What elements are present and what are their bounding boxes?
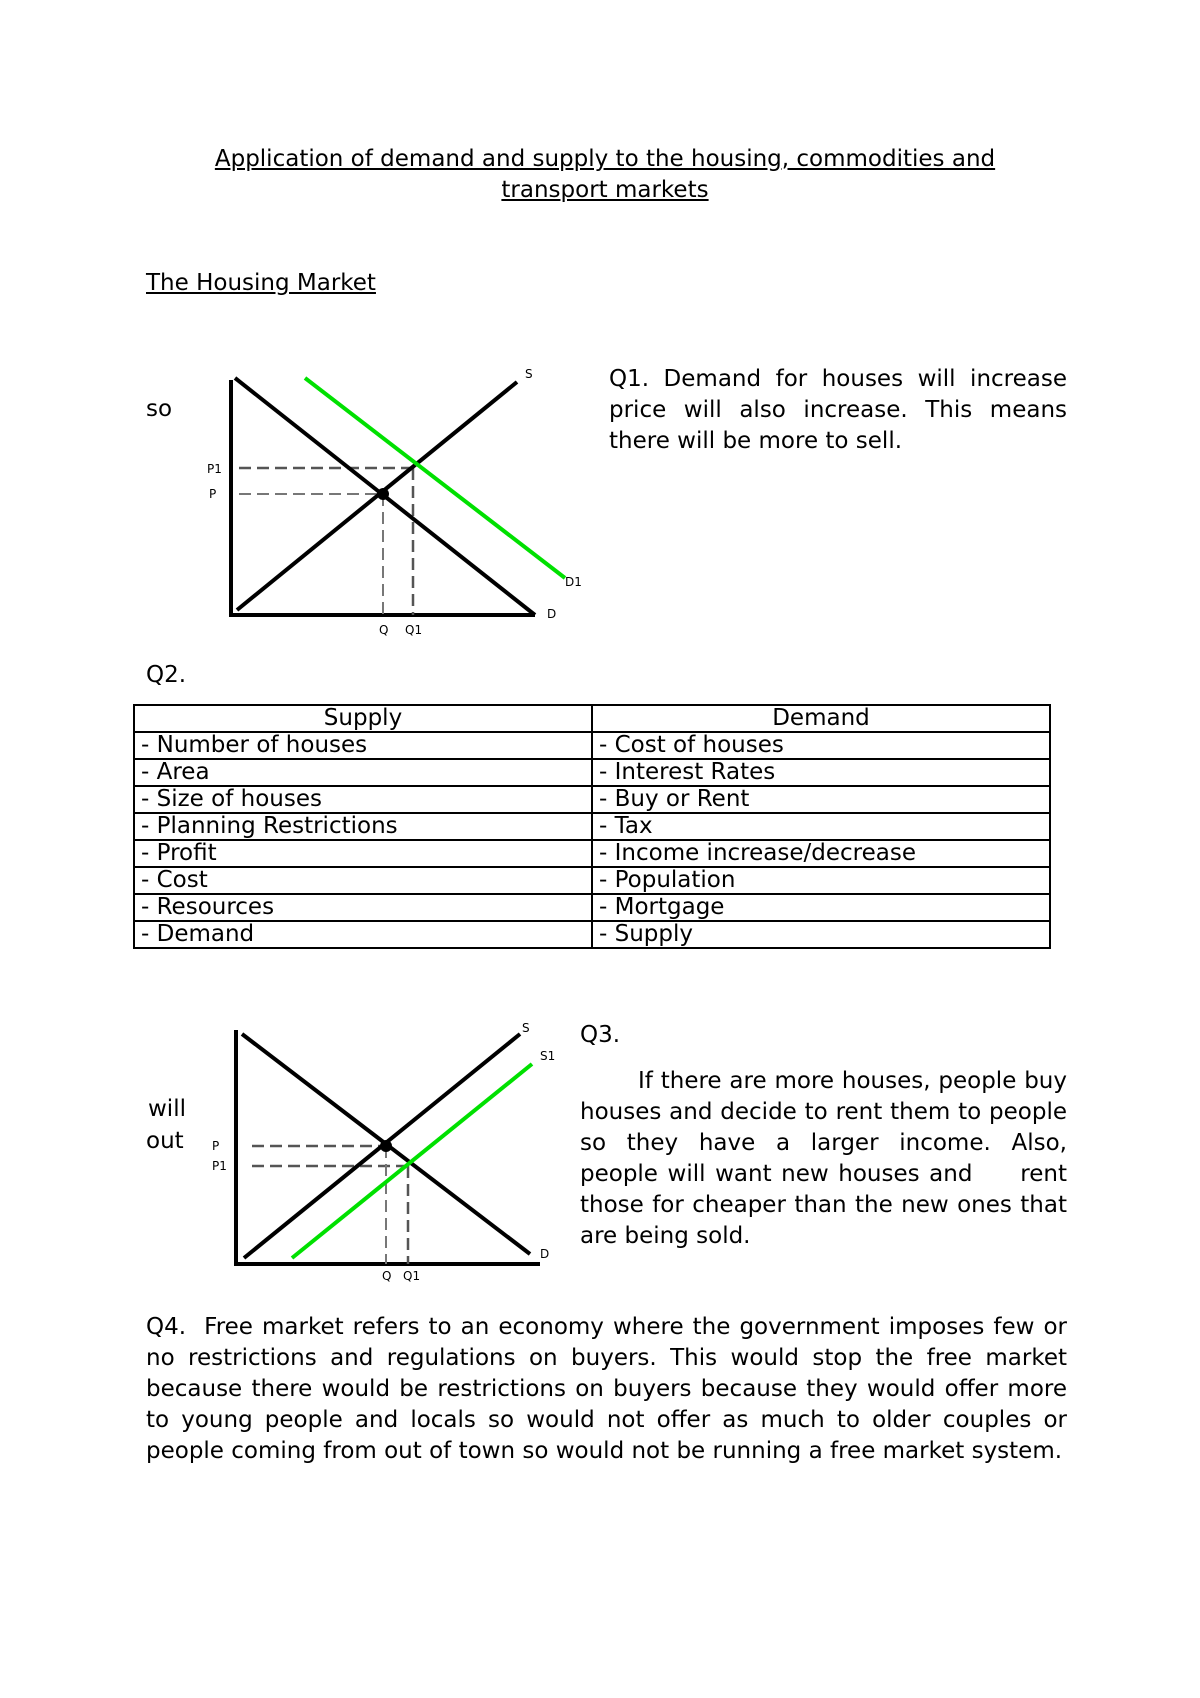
graph2-label-p1: P1 [212, 1159, 227, 1173]
supply-shift-graph [200, 1022, 580, 1292]
document-title [150, 144, 1060, 206]
table-cell: - Cost [134, 867, 592, 894]
graph1-label-q: Q [379, 623, 389, 637]
table-row [134, 840, 1050, 867]
table-cell: - Buy or Rent [592, 786, 1050, 813]
graph2-label-s: S [522, 1022, 530, 1035]
table-cell: - Supply [592, 921, 1050, 948]
stray-word-so: so [146, 396, 173, 422]
table-row [134, 732, 1050, 759]
graph1-label-d: D [547, 607, 557, 621]
title-line-1: Application of demand and supply to the housing, commodities and [214, 146, 996, 172]
table-cell: - Demand [134, 921, 592, 948]
table-cell: - Profit [134, 840, 592, 867]
table-cell: - Interest Rates [592, 759, 1050, 786]
table-row [134, 813, 1050, 840]
graph1-label-q1: Q1 [405, 623, 423, 637]
graph1-label-p: P [209, 487, 217, 501]
table-cell: - Number of houses [134, 732, 592, 759]
table-row [134, 786, 1050, 813]
supply-demand-table [133, 704, 1051, 949]
table-cell: - Resources [134, 894, 592, 921]
section-heading: The Housing Market [146, 270, 376, 296]
graph2-label-p: P [212, 1139, 220, 1153]
graph1-demand-d1-curve [305, 378, 565, 578]
title-line-2: transport markets [501, 177, 709, 203]
stray-word-will: will [148, 1096, 186, 1122]
q2-label: Q2. [146, 662, 187, 688]
q3-label: Q3. [580, 1022, 621, 1048]
demand-shift-graph [195, 360, 595, 640]
table-header-row [134, 705, 1050, 732]
table-cell: - Tax [592, 813, 1050, 840]
q4-answer: Q4. Free market refers to an economy where the government imposes few or no restrictions and regulations on buyers. This would stop the free market because there would be restrictions on buyers because they would offer more to young people and locals so would not offer as much to older couples or people coming from out of town so would not be running a free market system. [146, 1314, 1075, 1464]
table-cell: - Area [134, 759, 592, 786]
table-row [134, 867, 1050, 894]
q3-answer: If there are more houses, people buy houses and decide to rent them to people so they have a larger income. Also, people will want new houses and rent those for cheaper than the new ones that are being sold. [580, 1068, 1075, 1249]
graph1-label-s: S [525, 367, 533, 381]
graph2-label-d: D [540, 1247, 550, 1261]
table-row [134, 894, 1050, 921]
q1-answer: Q1. Demand for houses will increase price will also increase. This means there will be more to sell. [609, 366, 1067, 454]
table-cell: - Population [592, 867, 1050, 894]
table-cell: - Cost of houses [592, 732, 1050, 759]
table-cell: - Income increase/decrease [592, 840, 1050, 867]
stray-word-out: out [146, 1128, 184, 1154]
graph2-equilibrium-point [380, 1140, 392, 1152]
graph1-equilibrium-point [377, 488, 389, 500]
table-row [134, 759, 1050, 786]
graph1-label-d1: D1 [565, 575, 582, 589]
table-cell: - Planning Restrictions [134, 813, 592, 840]
graph2-label-q: Q [382, 1269, 392, 1283]
graph2-label-q1: Q1 [403, 1269, 421, 1283]
table-header-supply: Supply [134, 705, 592, 732]
table-header-demand: Demand [592, 705, 1050, 732]
table-cell: - Mortgage [592, 894, 1050, 921]
graph1-label-p1: P1 [207, 462, 222, 476]
table-row [134, 921, 1050, 948]
graph1-supply-curve [237, 382, 517, 610]
table-cell: - Size of houses [134, 786, 592, 813]
graph2-label-s1: S1 [540, 1049, 556, 1063]
